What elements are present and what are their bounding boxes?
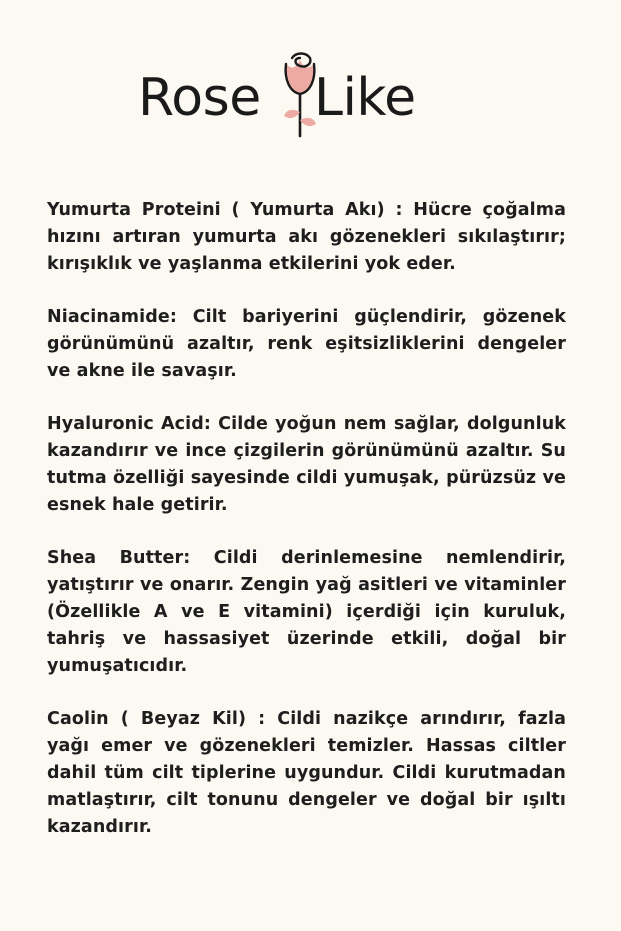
ingredient-paragraph-egg-protein: Yumurta Proteini ( Yumurta Akı) : Hücre çoğalma hızını artıran yumurta akı gözenekleri sıkılaştırır; kırışıklık ve yaşlanma etkilerini yok eder. xyxy=(47,200,566,274)
ingredient-paragraph-niacinamide: Niacinamide: Cilt bariyerini güçlendirir, gözenek görünümünü azaltır, renk eşitsizliklerini dengeler ve akne ile savaşır. xyxy=(47,307,566,381)
ingredients-list xyxy=(47,197,566,867)
brand-logo xyxy=(138,50,458,140)
ingredient-paragraph-kaolin: Caolin ( Beyaz Kil) : Cildi nazikçe arındırır, fazla yağı emer ve gözenekleri temizler. Hassas ciltler dahil tüm cilt tiplerine uygundur. Cildi kurutmadan matlaştırır, cilt tonunu dengeler ve doğal bir ışıltı kazandırır. xyxy=(47,709,566,837)
ingredient-paragraph-hyaluronic-acid: Hyaluronic Acid: Cilde yoğun nem sağlar, dolgunluk kazandırır ve ince çizgilerin görünümünü azaltır. Su tutma özelliği sayesinde cildi yumuşak, pürüzsüz ve esnek hale getirir. xyxy=(47,414,566,515)
ingredient-paragraph-shea-butter: Shea Butter: Cildi derinlemesine nemlendirir, yatıştırır ve onarır. Zengin yağ asitleri ve vitaminler (Özellikle A ve E vitamini) içerdiği için kuruluk, tahriş ve hassasiyet üzerinde etkili, doğal bir yumuşatıcıdır. xyxy=(47,548,566,676)
logo-word-like: Like xyxy=(314,68,416,128)
logo-word-rose: Rose xyxy=(138,68,261,128)
